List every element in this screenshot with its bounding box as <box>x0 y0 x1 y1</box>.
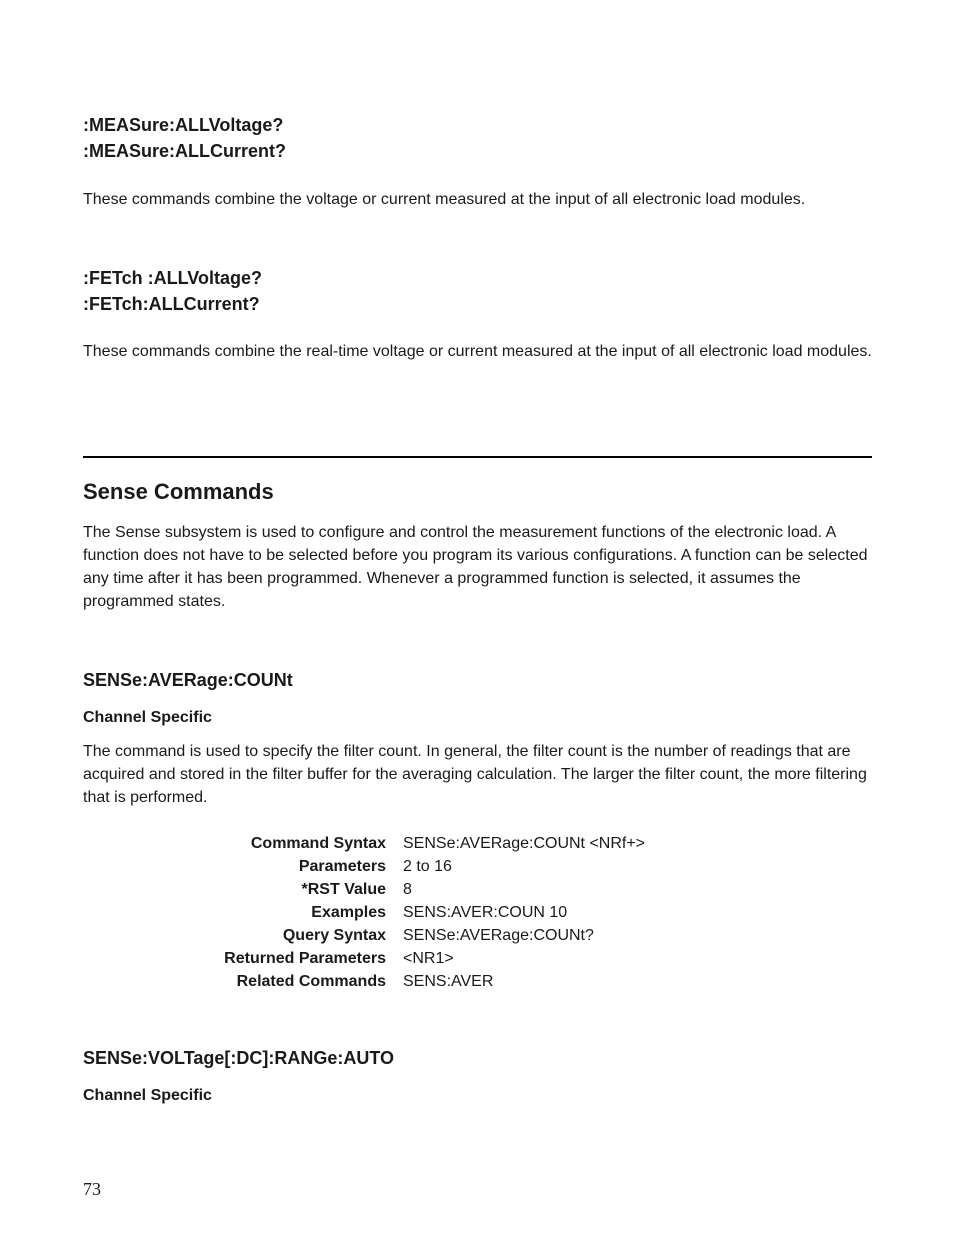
section-divider <box>83 456 872 458</box>
average-count-spec-table <box>83 832 872 993</box>
page-number: 73 <box>83 1179 101 1199</box>
fetch-description: These commands combine the real-time voltage or current measured at the input of all electronic load modules. <box>83 343 872 360</box>
measure-description: These commands combine the voltage or current measured at the input of all electronic load modules. <box>83 191 806 208</box>
measure-allvoltage-heading: :MEASure:ALLVoltage? <box>83 115 284 135</box>
spec-label: Query Syntax <box>282 927 386 944</box>
spec-row <box>83 924 872 947</box>
sense-intro: The Sense subsystem is used to configure and control the measurement functions of the electronic load. A function does not have to be selected before you program its various configurations. A function can be selected any time after it has been programmed. Whenever a programmed function is selected, it assumes the programmed states. <box>83 524 868 610</box>
measure-command-heading <box>83 112 286 164</box>
spec-label: *RST Value <box>301 881 386 898</box>
fetch-allcurrent-heading: :FETch:ALLCurrent? <box>83 294 260 314</box>
average-count-subtitle: Channel Specific <box>83 709 212 726</box>
fetch-command-heading <box>83 265 262 317</box>
spec-row <box>83 878 872 901</box>
spec-value: <NR1> <box>403 950 454 967</box>
spec-label: Related Commands <box>236 973 386 990</box>
average-count-title: SENSe:AVERage:COUNt <box>83 670 293 690</box>
measure-allcurrent-heading: :MEASure:ALLCurrent? <box>83 141 286 161</box>
spec-row <box>83 947 872 970</box>
spec-label: Parameters <box>298 858 386 875</box>
spec-value: SENS:AVER:COUN 10 <box>403 904 568 921</box>
spec-row <box>83 832 872 855</box>
sense-commands-title: Sense Commands <box>83 479 274 504</box>
fetch-allvoltage-heading: :FETch :ALLVoltage? <box>83 268 262 288</box>
spec-value: SENS:AVER <box>403 973 494 990</box>
spec-label: Command Syntax <box>250 835 386 852</box>
spec-value: SENSe:AVERage:COUNt? <box>403 927 594 944</box>
spec-row <box>83 855 872 878</box>
spec-value: 8 <box>403 881 412 898</box>
spec-label: Returned Parameters <box>224 950 386 967</box>
average-count-description: The command is used to specify the filter count. In general, the filter count is the number of readings that are acquired and stored in the filter buffer for the averaging calculation. The larger the filter count, the more filtering that is performed. <box>83 743 867 806</box>
spec-row <box>83 970 872 993</box>
voltage-range-auto-subtitle: Channel Specific <box>83 1087 212 1104</box>
spec-row <box>83 901 872 924</box>
voltage-range-auto-title: SENSe:VOLTage[:DC]:RANGe:AUTO <box>83 1048 395 1068</box>
spec-value: SENSe:AVERage:COUNt <NRf+> <box>403 835 646 852</box>
spec-value: 2 to 16 <box>403 858 452 875</box>
spec-label: Examples <box>311 904 386 921</box>
